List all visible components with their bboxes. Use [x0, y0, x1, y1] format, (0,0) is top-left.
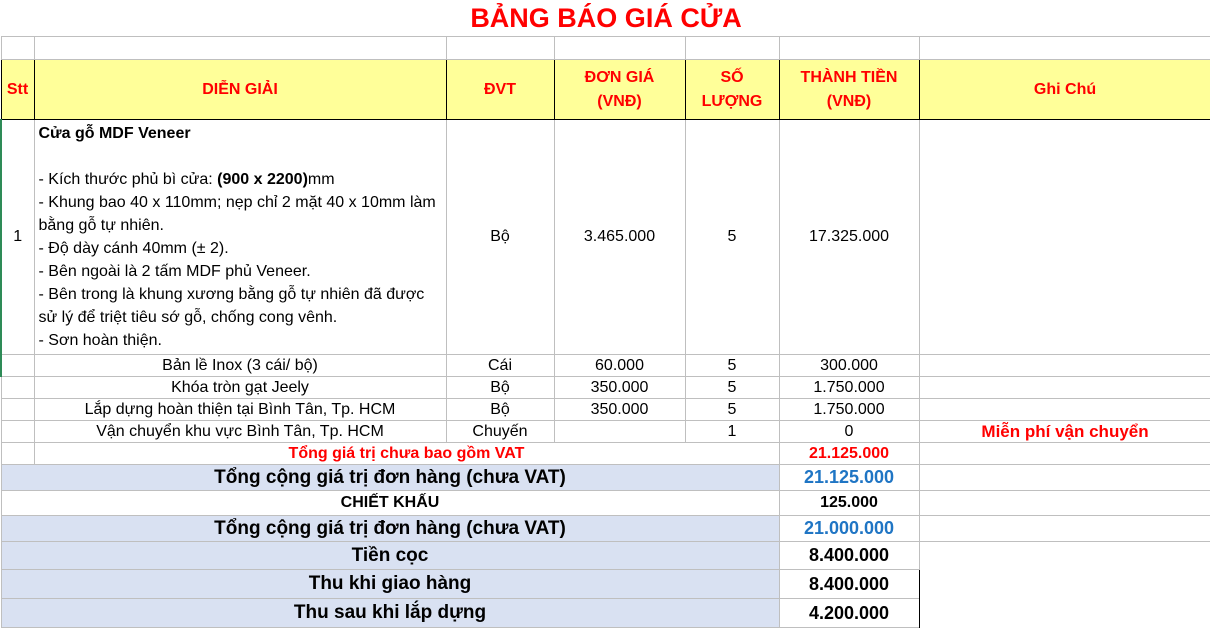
main-stt[interactable]: 1 [1, 120, 34, 355]
delivery-value[interactable]: 8.400.000 [779, 570, 919, 599]
subtotal-row [1, 443, 1210, 465]
after-label[interactable]: Thu sau khi lắp dựng [1, 599, 779, 628]
row-dvt[interactable]: Cái [446, 355, 554, 377]
total2-row [1, 516, 1210, 542]
row-thanh-tien[interactable]: 300.000 [779, 355, 919, 377]
row-so-luong[interactable]: 1 [685, 421, 779, 443]
main-thanh-tien[interactable]: 17.325.000 [779, 120, 919, 355]
row-desc[interactable]: Khóa tròn gạt Jeely [34, 377, 446, 399]
row-ghi-chu[interactable] [919, 355, 1210, 377]
main-item-name: Cửa gỗ MDF Veneer [38, 125, 191, 142]
size-value: (900 x 2200) [217, 171, 308, 188]
row-don-gia[interactable]: 350.000 [554, 399, 685, 421]
row-ghi-chu[interactable] [919, 377, 1210, 399]
row-don-gia[interactable]: 60.000 [554, 355, 685, 377]
cell[interactable] [779, 37, 919, 60]
discount-note[interactable] [919, 491, 1210, 516]
row-desc[interactable]: Lắp dựng hoàn thiện tại Bình Tân, Tp. HCM [34, 399, 446, 421]
row-thanh-tien[interactable]: 1.750.000 [779, 377, 919, 399]
main-so-luong[interactable]: 5 [685, 120, 779, 355]
deposit-row [1, 542, 1210, 570]
header-so-luong[interactable] [685, 60, 779, 120]
header-thanh-tien-l1: THÀNH TIỀN [800, 68, 898, 86]
header-ghi-chu[interactable]: Ghi Chú [919, 60, 1210, 120]
discount-row [1, 491, 1210, 516]
row-stt[interactable] [1, 399, 34, 421]
table-row [1, 377, 1210, 399]
total2-note[interactable] [919, 516, 1210, 542]
table-row-main [1, 120, 1210, 355]
row-ghi-chu[interactable]: Miễn phí vận chuyển [919, 421, 1210, 443]
header-stt[interactable]: Stt [1, 60, 34, 120]
total1-value[interactable]: 21.125.000 [779, 465, 919, 491]
row-don-gia[interactable] [554, 421, 685, 443]
header-so-luong-l1: SỐ [720, 68, 744, 86]
header-thanh-tien[interactable] [779, 60, 919, 120]
deposit-label[interactable]: Tiền cọc [1, 542, 779, 570]
empty-area [919, 542, 1210, 628]
main-ghi-chu[interactable] [919, 120, 1210, 355]
row-thanh-tien[interactable]: 1.750.000 [779, 399, 919, 421]
total2-value[interactable]: 21.000.000 [779, 516, 919, 542]
row-desc[interactable]: Bản lề Inox (3 cái/ bộ) [34, 355, 446, 377]
row-dvt[interactable]: Bộ [446, 399, 554, 421]
table-row [1, 399, 1210, 421]
row-so-luong[interactable]: 5 [685, 399, 779, 421]
total1-row [1, 465, 1210, 491]
discount-value[interactable]: 125.000 [779, 491, 919, 516]
row-dvt[interactable]: Bộ [446, 377, 554, 399]
row-dvt[interactable]: Chuyến [446, 421, 554, 443]
header-row [1, 60, 1210, 120]
header-so-luong-l2: LƯỢNG [701, 92, 763, 110]
row-don-gia[interactable]: 350.000 [554, 377, 685, 399]
row-ghi-chu[interactable] [919, 399, 1210, 421]
main-description[interactable] [34, 120, 446, 355]
size-prefix: - Kích thước phủ bì cửa: [38, 171, 218, 188]
header-dien-giai[interactable]: DIỄN GIẢI [34, 60, 446, 120]
main-line: - Bên trong là khung xương bằng gỗ tự nhiên đã được sử lý để triệt tiêu sớ gỗ, chống cong vênh. [38, 286, 425, 326]
subtotal-label[interactable]: Tổng giá trị chưa bao gồm VAT [34, 443, 779, 465]
discount-label[interactable]: CHIẾT KHẤU [1, 491, 779, 516]
page-title: BẢNG BÁO GIÁ CỬA [470, 2, 742, 33]
total1-label[interactable]: Tổng cộng giá trị đơn hàng (chưa VAT) [1, 465, 779, 491]
main-line: - Khung bao 40 x 110mm; nẹp chỉ 2 mặt 40 x 10mm làm bằng gỗ tự nhiên. [38, 194, 436, 234]
header-thanh-tien-l2: (VNĐ) [826, 92, 872, 110]
row-stt[interactable] [1, 377, 34, 399]
table-row [1, 421, 1210, 443]
row-stt[interactable] [1, 355, 34, 377]
cell[interactable] [446, 37, 554, 60]
row-so-luong[interactable]: 5 [685, 355, 779, 377]
main-line: - Bên ngoài là 2 tấm MDF phủ Veneer. [38, 263, 311, 280]
table-row [1, 355, 1210, 377]
cell[interactable] [685, 37, 779, 60]
cell[interactable] [1, 37, 34, 60]
total1-note[interactable] [919, 465, 1210, 491]
subtotal-value[interactable]: 21.125.000 [779, 443, 919, 465]
row-stt[interactable] [1, 421, 34, 443]
main-line: - Sơn hoàn thiện. [38, 332, 162, 349]
header-don-gia-l2: (VNĐ) [597, 92, 642, 110]
row-thanh-tien[interactable]: 0 [779, 421, 919, 443]
size-suffix: mm [307, 171, 335, 188]
row-desc[interactable]: Vận chuyển khu vực Bình Tân, Tp. HCM [34, 421, 446, 443]
delivery-label[interactable]: Thu khi giao hàng [1, 570, 779, 599]
row-so-luong[interactable]: 5 [685, 377, 779, 399]
header-don-gia-l1: ĐƠN GIÁ [584, 68, 655, 86]
main-line: - Độ dày cánh 40mm (± 2). [38, 240, 229, 257]
subtotal-stt[interactable] [1, 443, 34, 465]
subtotal-note[interactable] [919, 443, 1210, 465]
main-size-line [39, 168, 442, 191]
total2-label[interactable]: Tổng cộng giá trị đơn hàng (chưa VAT) [1, 516, 779, 542]
main-don-gia[interactable]: 3.465.000 [554, 120, 685, 355]
cell[interactable] [919, 37, 1210, 60]
header-don-gia[interactable] [554, 60, 685, 120]
cell[interactable] [34, 37, 446, 60]
main-dvt[interactable]: Bộ [446, 120, 554, 355]
deposit-value[interactable]: 8.400.000 [779, 542, 919, 570]
after-value[interactable]: 4.200.000 [779, 599, 919, 628]
cell[interactable] [554, 37, 685, 60]
header-dvt[interactable]: ĐVT [446, 60, 554, 120]
